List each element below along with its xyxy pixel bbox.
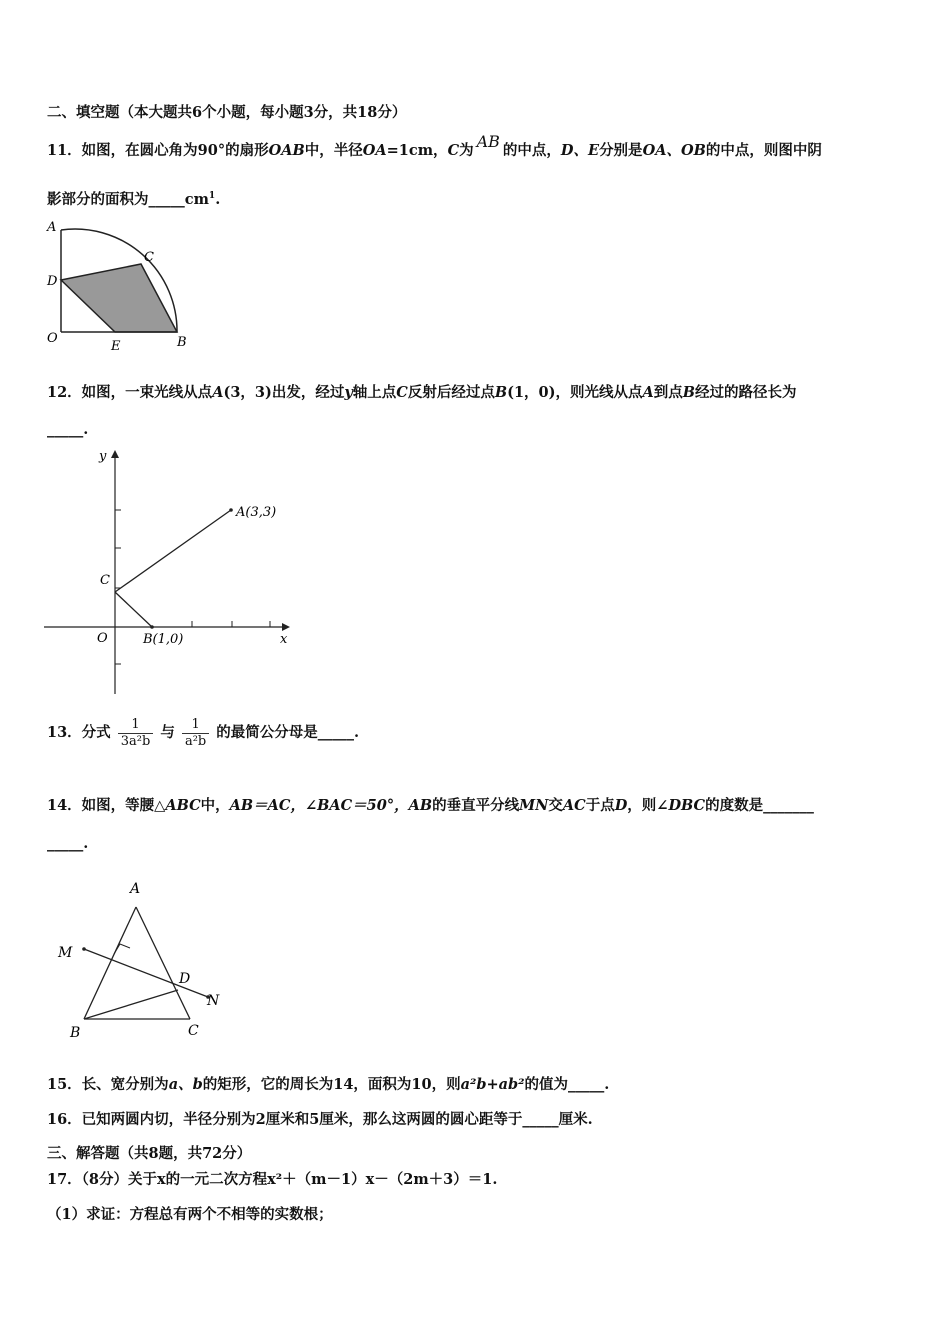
label-B: B	[177, 335, 187, 350]
label-N: N	[207, 993, 220, 1009]
question-14-line-1: 14．如图，等腰△ABC中，AB＝AC，∠BAC＝50°，AB的垂直平分线MN交AC于点D，则∠DBC的度数是_______	[47, 797, 814, 814]
label-x: x	[280, 632, 288, 647]
label-E: E	[111, 339, 121, 353]
fraction-2: $\frac{1}{\text{a²b}}$	[182, 717, 209, 750]
question-12-line-2: _____.	[47, 421, 89, 438]
fraction-1: $\frac{1}{\text{3a²b}}$	[118, 717, 154, 750]
figure-q12-coordinate	[44, 446, 294, 696]
label-D: D	[179, 971, 191, 987]
label-C: C	[188, 1023, 199, 1039]
label-O: O	[47, 331, 58, 346]
arc-ab: AB	[476, 132, 500, 151]
label-B: B	[70, 1025, 81, 1041]
label-A: A	[130, 881, 141, 897]
question-17-part-1: （1）求证：方程总有两个不相等的实数根；	[47, 1206, 333, 1223]
figure-q14-triangle	[50, 873, 230, 1048]
section-3-title: 三、解答题（共8题，共72分）	[47, 1145, 252, 1162]
label-M: M	[58, 945, 73, 961]
label-B: B(1,0)	[143, 632, 184, 647]
label-A: A	[47, 220, 57, 235]
figure-q11-sector	[45, 218, 195, 353]
question-13: 13．分式 $\frac{1}{\text{3a²b}}$ 与 $\frac{1}{\text{a²b}}$ 的最简公分母是_____.	[47, 716, 360, 749]
question-12-line-1: 12．如图，一束光线从点A(3，3)出发，经过y轴上点C反射后经过点B(1，0)，则光线从点A到点B经过的路径长为	[47, 384, 797, 401]
question-11-line-1: 11．如图，在圆心角为90°的扇形OAB中，半径OA=1cm，C为 AB 的中点，D、E分别是OA、OB的中点，则图中阴	[47, 132, 822, 159]
label-C: C	[144, 250, 154, 265]
label-y: y	[99, 449, 107, 464]
section-2-title: 二、填空题（本大题共6个小题，每小题3分，共18分）	[47, 104, 407, 121]
label-A: A(3,3)	[236, 505, 277, 520]
label-D: D	[47, 274, 58, 289]
label-C: C	[100, 573, 110, 588]
label-O: O	[97, 631, 108, 646]
question-16: 16．已知两圆内切，半径分别为2厘米和5厘米，那么这两圆的圆心距等于_____厘米.	[47, 1111, 593, 1128]
question-11-line-2: 影部分的面积为$\_\_\_\_\_cm^1$.	[47, 191, 221, 208]
question-15: 15．长、宽分别为a、b的矩形，它的周长为14，面积为10，则a²b+ab²的值为_____.	[47, 1076, 610, 1093]
question-17: 17．（8分）关于x的一元二次方程x²＋（m－1）x－（2m＋3）＝1.	[47, 1171, 498, 1188]
question-14-line-2: _____.	[47, 835, 89, 852]
